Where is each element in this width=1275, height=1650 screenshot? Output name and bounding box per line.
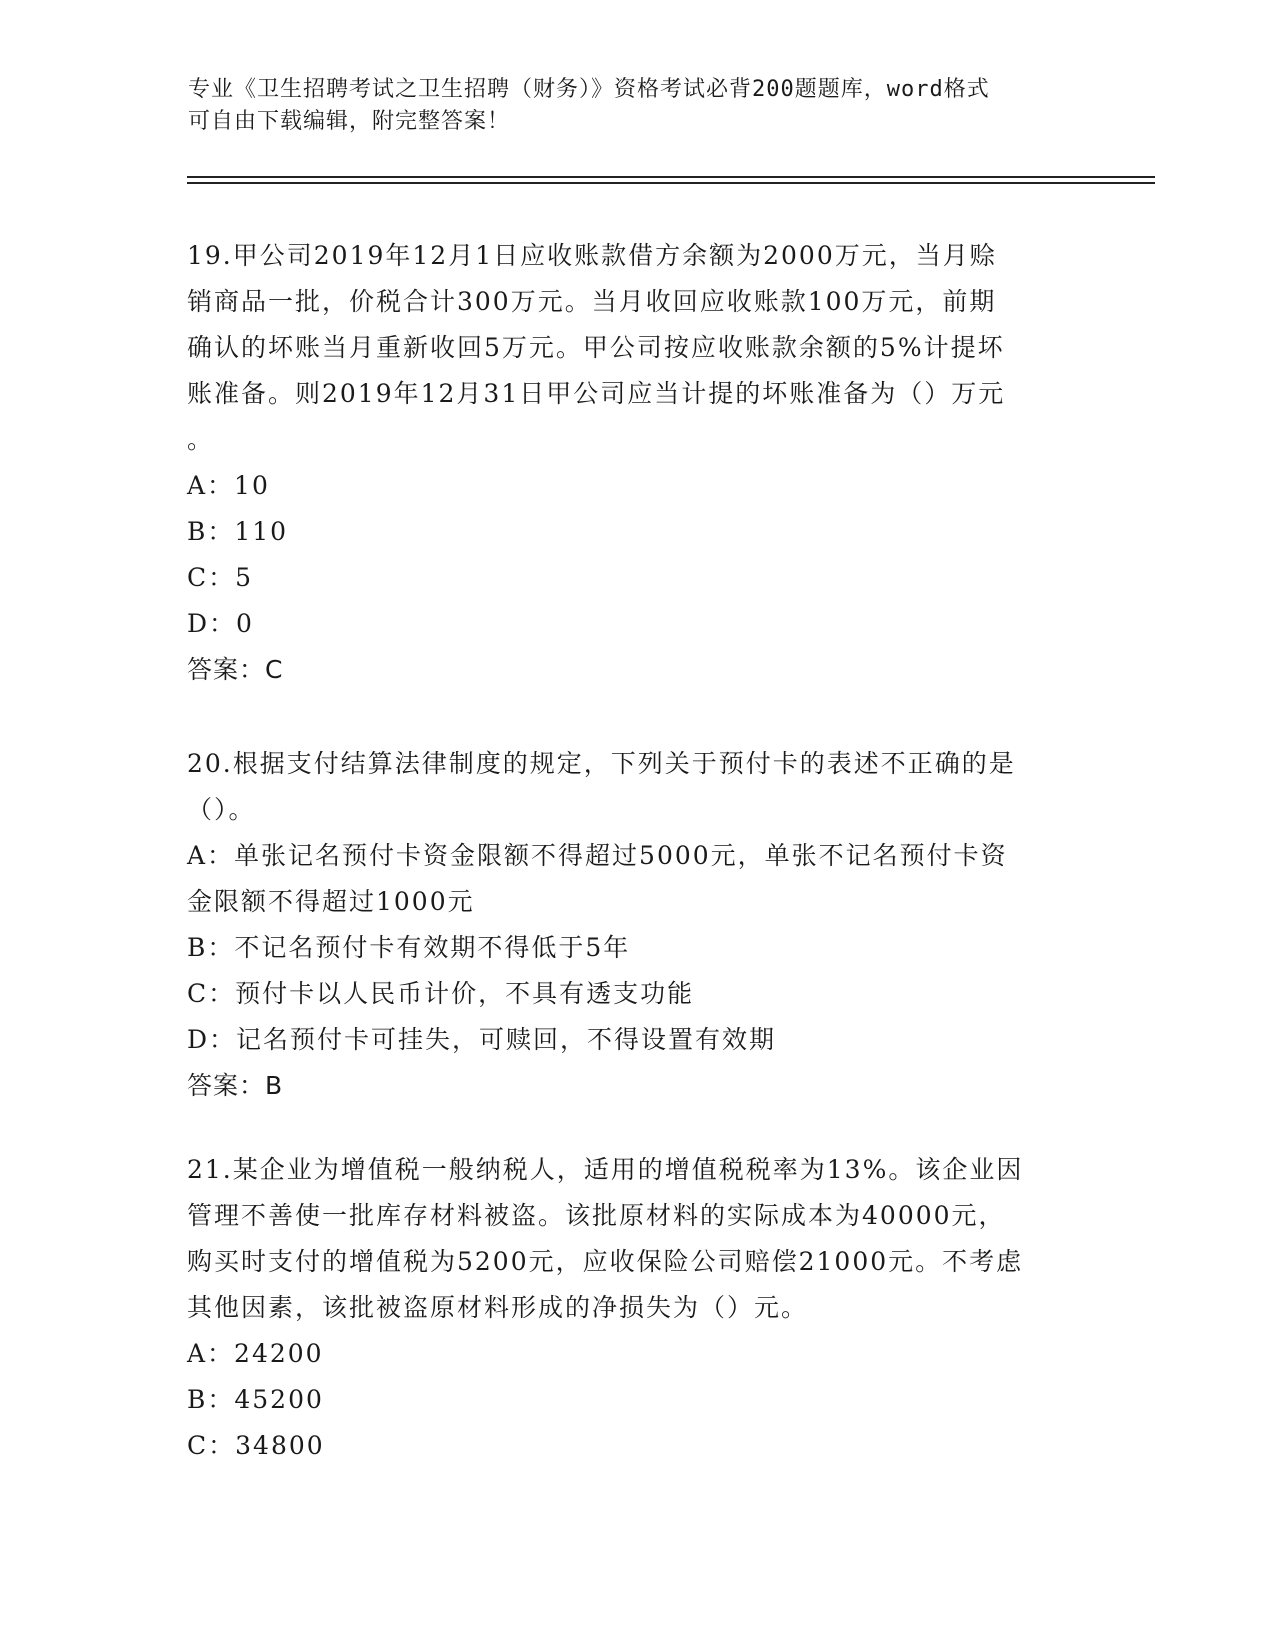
question-text-line: 账准备。则2019年12月31日甲公司应当计提的坏账准备为（）万元	[187, 379, 1006, 408]
question-text-line: 21.某企业为增值税一般纳税人，适用的增值税税率为13%。该企业因	[187, 1155, 1024, 1184]
question-19	[187, 233, 1087, 693]
option-d: D：记名预付卡可挂失，可赎回，不得设置有效期	[187, 1025, 777, 1054]
question-text-line: （）。	[187, 795, 256, 824]
document-header	[188, 74, 1088, 138]
question-21	[187, 1147, 1087, 1469]
question-text-line: 管理不善使一批库存材料被盗。该批原材料的实际成本为40000元，	[187, 1201, 1006, 1230]
question-text-line: 销商品一批，价税合计300万元。当月收回应收账款100万元，前期	[187, 287, 997, 316]
answer-label: 答案：C	[187, 655, 284, 684]
option-a-continued: 金限额不得超过1000元	[187, 887, 475, 916]
question-20	[187, 741, 1087, 1109]
question-text-line: 。	[187, 425, 215, 454]
option-b: B：110	[187, 517, 289, 546]
header-line-1: 专业《卫生招聘考试之卫生招聘（财务）》资格考试必背200题题库，word格式	[188, 77, 990, 102]
header-divider-bottom	[187, 182, 1155, 184]
option-d: D：0	[187, 609, 254, 638]
option-a: A：24200	[187, 1339, 324, 1368]
question-text-line: 19.甲公司2019年12月1日应收账款借方余额为2000万元，当月赊	[187, 241, 997, 270]
header-divider-top	[187, 176, 1155, 178]
option-a: A：10	[187, 471, 270, 500]
option-c: C：5	[187, 563, 254, 592]
question-text-line: 购买时支付的增值税为5200元，应收保险公司赔偿21000元。不考虑	[187, 1247, 1024, 1276]
option-c: C：34800	[187, 1431, 325, 1460]
option-b: B：不记名预付卡有效期不得低于5年	[187, 933, 631, 962]
header-line-2: 可自由下载编辑，附完整答案！	[188, 109, 511, 134]
option-c: C：预付卡以人民币计价，不具有透支功能	[187, 979, 695, 1008]
question-text-line: 其他因素，该批被盗原材料形成的净损失为（）元。	[187, 1293, 809, 1322]
question-text-line: 20.根据支付结算法律制度的规定，下列关于预付卡的表述不正确的是	[187, 749, 1016, 778]
question-text-line: 确认的坏账当月重新收回5万元。甲公司按应收账款余额的5%计提坏	[187, 333, 1005, 362]
option-b: B：45200	[187, 1385, 324, 1414]
answer-label: 答案：B	[187, 1071, 284, 1100]
option-a: A：单张记名预付卡资金限额不得超过5000元，单张不记名预付卡资	[187, 841, 1008, 870]
